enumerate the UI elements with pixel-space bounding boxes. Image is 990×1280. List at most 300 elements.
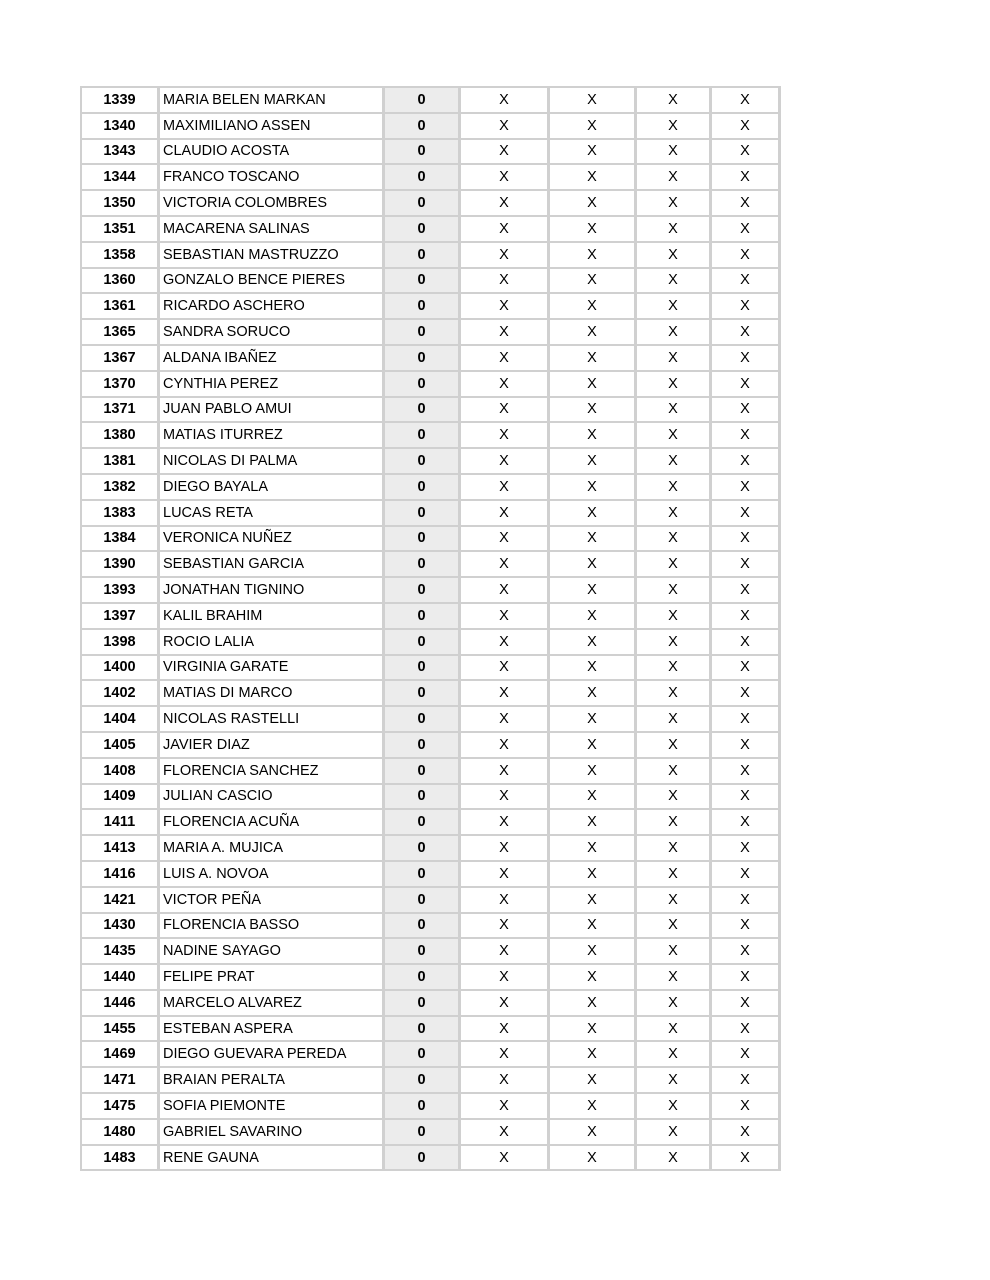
row-name-cell: NICOLAS DI PALMA	[160, 449, 385, 475]
table-row	[82, 423, 781, 449]
row-mark-cell-4: X	[712, 269, 781, 295]
row-mark-cell-1: X	[461, 346, 550, 372]
row-mark-cell-4: X	[712, 527, 781, 553]
row-mark-cell-4: X	[712, 656, 781, 682]
table-row	[82, 1068, 781, 1094]
row-mark-cell-4: X	[712, 810, 781, 836]
row-id-cell: 1360	[82, 269, 160, 295]
row-mark-cell-1: X	[461, 681, 550, 707]
row-score-cell: 0	[385, 939, 461, 965]
table-row	[82, 294, 781, 320]
row-score-cell: 0	[385, 475, 461, 501]
row-mark-cell-4: X	[712, 604, 781, 630]
row-name-cell: CLAUDIO ACOSTA	[160, 140, 385, 166]
row-name-cell: KALIL BRAHIM	[160, 604, 385, 630]
row-id-cell: 1383	[82, 501, 160, 527]
row-mark-cell-2: X	[550, 294, 637, 320]
table-row	[82, 191, 781, 217]
row-mark-cell-1: X	[461, 475, 550, 501]
row-mark-cell-1: X	[461, 423, 550, 449]
row-mark-cell-2: X	[550, 1017, 637, 1043]
row-score-cell: 0	[385, 1017, 461, 1043]
row-id-cell: 1398	[82, 630, 160, 656]
row-name-cell: MATIAS DI MARCO	[160, 681, 385, 707]
row-mark-cell-4: X	[712, 217, 781, 243]
row-mark-cell-1: X	[461, 140, 550, 166]
table-row	[82, 733, 781, 759]
row-mark-cell-1: X	[461, 294, 550, 320]
row-mark-cell-2: X	[550, 398, 637, 424]
row-mark-cell-1: X	[461, 449, 550, 475]
row-mark-cell-4: X	[712, 320, 781, 346]
table-row	[82, 372, 781, 398]
row-id-cell: 1411	[82, 810, 160, 836]
row-mark-cell-3: X	[637, 604, 712, 630]
row-mark-cell-2: X	[550, 423, 637, 449]
row-name-cell: JULIAN CASCIO	[160, 785, 385, 811]
row-mark-cell-2: X	[550, 733, 637, 759]
row-mark-cell-2: X	[550, 372, 637, 398]
row-mark-cell-1: X	[461, 165, 550, 191]
row-id-cell: 1390	[82, 552, 160, 578]
row-score-cell: 0	[385, 320, 461, 346]
row-mark-cell-2: X	[550, 862, 637, 888]
row-name-cell: ROCIO LALIA	[160, 630, 385, 656]
row-mark-cell-1: X	[461, 217, 550, 243]
row-mark-cell-3: X	[637, 501, 712, 527]
table-row	[82, 165, 781, 191]
row-mark-cell-4: X	[712, 114, 781, 140]
row-name-cell: MATIAS ITURREZ	[160, 423, 385, 449]
row-mark-cell-4: X	[712, 1017, 781, 1043]
row-mark-cell-1: X	[461, 1146, 550, 1172]
row-mark-cell-2: X	[550, 1146, 637, 1172]
row-score-cell: 0	[385, 1120, 461, 1146]
row-score-cell: 0	[385, 191, 461, 217]
row-name-cell: FLORENCIA ACUÑA	[160, 810, 385, 836]
row-mark-cell-2: X	[550, 320, 637, 346]
row-mark-cell-1: X	[461, 836, 550, 862]
row-id-cell: 1469	[82, 1042, 160, 1068]
row-mark-cell-2: X	[550, 578, 637, 604]
row-mark-cell-4: X	[712, 578, 781, 604]
row-mark-cell-4: X	[712, 243, 781, 269]
row-name-cell: SANDRA SORUCO	[160, 320, 385, 346]
row-score-cell: 0	[385, 759, 461, 785]
table-row	[82, 527, 781, 553]
row-mark-cell-2: X	[550, 449, 637, 475]
row-mark-cell-2: X	[550, 759, 637, 785]
row-mark-cell-3: X	[637, 114, 712, 140]
row-mark-cell-2: X	[550, 243, 637, 269]
row-mark-cell-3: X	[637, 140, 712, 166]
row-mark-cell-1: X	[461, 733, 550, 759]
table-row	[82, 552, 781, 578]
row-mark-cell-4: X	[712, 1042, 781, 1068]
table-row	[82, 578, 781, 604]
row-mark-cell-2: X	[550, 475, 637, 501]
row-mark-cell-4: X	[712, 398, 781, 424]
row-id-cell: 1343	[82, 140, 160, 166]
row-id-cell: 1446	[82, 991, 160, 1017]
row-mark-cell-1: X	[461, 939, 550, 965]
row-id-cell: 1400	[82, 656, 160, 682]
table-row	[82, 810, 781, 836]
row-mark-cell-3: X	[637, 630, 712, 656]
row-mark-cell-4: X	[712, 836, 781, 862]
table-row	[82, 1017, 781, 1043]
row-mark-cell-3: X	[637, 320, 712, 346]
table-row	[82, 346, 781, 372]
row-mark-cell-2: X	[550, 346, 637, 372]
row-id-cell: 1480	[82, 1120, 160, 1146]
row-mark-cell-3: X	[637, 1146, 712, 1172]
table-row	[82, 836, 781, 862]
row-name-cell: VIRGINIA GARATE	[160, 656, 385, 682]
row-mark-cell-3: X	[637, 914, 712, 940]
row-name-cell: SEBASTIAN MASTRUZZO	[160, 243, 385, 269]
row-mark-cell-4: X	[712, 475, 781, 501]
row-name-cell: MAXIMILIANO ASSEN	[160, 114, 385, 140]
row-score-cell: 0	[385, 140, 461, 166]
row-mark-cell-3: X	[637, 294, 712, 320]
row-id-cell: 1384	[82, 527, 160, 553]
row-mark-cell-3: X	[637, 656, 712, 682]
row-mark-cell-2: X	[550, 656, 637, 682]
row-mark-cell-3: X	[637, 552, 712, 578]
row-mark-cell-1: X	[461, 656, 550, 682]
row-id-cell: 1351	[82, 217, 160, 243]
table-row	[82, 140, 781, 166]
table-row	[82, 965, 781, 991]
row-mark-cell-3: X	[637, 707, 712, 733]
table-row	[82, 1146, 781, 1172]
table-row	[82, 1042, 781, 1068]
row-mark-cell-4: X	[712, 191, 781, 217]
row-name-cell: GABRIEL SAVARINO	[160, 1120, 385, 1146]
row-score-cell: 0	[385, 681, 461, 707]
row-name-cell: VICTOR PEÑA	[160, 888, 385, 914]
table-row	[82, 320, 781, 346]
row-mark-cell-3: X	[637, 1068, 712, 1094]
row-name-cell: CYNTHIA PEREZ	[160, 372, 385, 398]
row-mark-cell-1: X	[461, 862, 550, 888]
row-score-cell: 0	[385, 630, 461, 656]
table-row	[82, 656, 781, 682]
row-score-cell: 0	[385, 1068, 461, 1094]
row-mark-cell-4: X	[712, 1094, 781, 1120]
row-id-cell: 1416	[82, 862, 160, 888]
row-id-cell: 1382	[82, 475, 160, 501]
row-name-cell: BRAIAN PERALTA	[160, 1068, 385, 1094]
row-mark-cell-3: X	[637, 217, 712, 243]
row-score-cell: 0	[385, 294, 461, 320]
row-mark-cell-3: X	[637, 681, 712, 707]
row-mark-cell-3: X	[637, 578, 712, 604]
row-id-cell: 1381	[82, 449, 160, 475]
row-score-cell: 0	[385, 656, 461, 682]
table-row	[82, 243, 781, 269]
row-mark-cell-2: X	[550, 140, 637, 166]
row-mark-cell-3: X	[637, 785, 712, 811]
row-mark-cell-4: X	[712, 372, 781, 398]
row-mark-cell-1: X	[461, 578, 550, 604]
row-score-cell: 0	[385, 527, 461, 553]
row-mark-cell-1: X	[461, 527, 550, 553]
table-row	[82, 114, 781, 140]
row-name-cell: LUCAS RETA	[160, 501, 385, 527]
row-id-cell: 1483	[82, 1146, 160, 1172]
table-row	[82, 630, 781, 656]
row-score-cell: 0	[385, 862, 461, 888]
row-mark-cell-3: X	[637, 888, 712, 914]
row-mark-cell-3: X	[637, 939, 712, 965]
table-row	[82, 604, 781, 630]
row-mark-cell-4: X	[712, 1146, 781, 1172]
row-score-cell: 0	[385, 1042, 461, 1068]
row-id-cell: 1430	[82, 914, 160, 940]
row-id-cell: 1404	[82, 707, 160, 733]
row-mark-cell-1: X	[461, 191, 550, 217]
row-mark-cell-1: X	[461, 888, 550, 914]
table-row	[82, 759, 781, 785]
row-score-cell: 0	[385, 501, 461, 527]
row-score-cell: 0	[385, 707, 461, 733]
row-score-cell: 0	[385, 269, 461, 295]
row-id-cell: 1367	[82, 346, 160, 372]
row-score-cell: 0	[385, 423, 461, 449]
row-name-cell: ESTEBAN ASPERA	[160, 1017, 385, 1043]
table-row	[82, 939, 781, 965]
row-name-cell: LUIS A. NOVOA	[160, 862, 385, 888]
row-mark-cell-1: X	[461, 1068, 550, 1094]
row-name-cell: DIEGO BAYALA	[160, 475, 385, 501]
row-mark-cell-2: X	[550, 1094, 637, 1120]
row-mark-cell-4: X	[712, 707, 781, 733]
row-mark-cell-3: X	[637, 398, 712, 424]
row-id-cell: 1455	[82, 1017, 160, 1043]
row-mark-cell-3: X	[637, 733, 712, 759]
row-mark-cell-3: X	[637, 991, 712, 1017]
row-mark-cell-2: X	[550, 1068, 637, 1094]
row-mark-cell-2: X	[550, 1120, 637, 1146]
row-name-cell: ALDANA IBAÑEZ	[160, 346, 385, 372]
row-mark-cell-1: X	[461, 1120, 550, 1146]
results-table-body	[82, 88, 781, 1171]
table-row	[82, 914, 781, 940]
row-mark-cell-2: X	[550, 810, 637, 836]
row-mark-cell-2: X	[550, 604, 637, 630]
row-mark-cell-4: X	[712, 888, 781, 914]
row-mark-cell-4: X	[712, 1068, 781, 1094]
table-row	[82, 475, 781, 501]
row-mark-cell-4: X	[712, 862, 781, 888]
row-mark-cell-4: X	[712, 1120, 781, 1146]
row-score-cell: 0	[385, 888, 461, 914]
row-id-cell: 1370	[82, 372, 160, 398]
row-score-cell: 0	[385, 965, 461, 991]
row-mark-cell-2: X	[550, 114, 637, 140]
row-mark-cell-2: X	[550, 165, 637, 191]
row-name-cell: DIEGO GUEVARA PEREDA	[160, 1042, 385, 1068]
row-mark-cell-3: X	[637, 1120, 712, 1146]
row-mark-cell-1: X	[461, 552, 550, 578]
row-mark-cell-2: X	[550, 836, 637, 862]
row-mark-cell-2: X	[550, 914, 637, 940]
table-row	[82, 888, 781, 914]
row-mark-cell-4: X	[712, 165, 781, 191]
row-mark-cell-2: X	[550, 88, 637, 114]
row-mark-cell-2: X	[550, 965, 637, 991]
row-mark-cell-3: X	[637, 810, 712, 836]
table-row	[82, 707, 781, 733]
row-score-cell: 0	[385, 449, 461, 475]
row-mark-cell-2: X	[550, 501, 637, 527]
table-row	[82, 1094, 781, 1120]
row-mark-cell-1: X	[461, 114, 550, 140]
table-row	[82, 217, 781, 243]
row-mark-cell-1: X	[461, 785, 550, 811]
row-mark-cell-3: X	[637, 372, 712, 398]
row-mark-cell-4: X	[712, 914, 781, 940]
table-row	[82, 1120, 781, 1146]
row-score-cell: 0	[385, 243, 461, 269]
row-score-cell: 0	[385, 114, 461, 140]
row-score-cell: 0	[385, 991, 461, 1017]
row-mark-cell-3: X	[637, 1042, 712, 1068]
row-mark-cell-4: X	[712, 140, 781, 166]
row-name-cell: SEBASTIAN GARCIA	[160, 552, 385, 578]
row-id-cell: 1393	[82, 578, 160, 604]
row-mark-cell-3: X	[637, 862, 712, 888]
row-score-cell: 0	[385, 346, 461, 372]
row-id-cell: 1440	[82, 965, 160, 991]
row-mark-cell-2: X	[550, 991, 637, 1017]
row-mark-cell-4: X	[712, 991, 781, 1017]
row-name-cell: MARIA BELEN MARKAN	[160, 88, 385, 114]
row-name-cell: VERONICA NUÑEZ	[160, 527, 385, 553]
row-mark-cell-3: X	[637, 965, 712, 991]
row-name-cell: FLORENCIA SANCHEZ	[160, 759, 385, 785]
table-row	[82, 449, 781, 475]
row-mark-cell-4: X	[712, 965, 781, 991]
row-mark-cell-2: X	[550, 785, 637, 811]
row-name-cell: RENE GAUNA	[160, 1146, 385, 1172]
row-mark-cell-2: X	[550, 681, 637, 707]
row-mark-cell-4: X	[712, 423, 781, 449]
row-mark-cell-4: X	[712, 681, 781, 707]
row-score-cell: 0	[385, 217, 461, 243]
row-score-cell: 0	[385, 836, 461, 862]
row-mark-cell-1: X	[461, 1042, 550, 1068]
row-mark-cell-3: X	[637, 1017, 712, 1043]
row-score-cell: 0	[385, 88, 461, 114]
row-mark-cell-1: X	[461, 707, 550, 733]
row-score-cell: 0	[385, 1146, 461, 1172]
row-name-cell: FLORENCIA BASSO	[160, 914, 385, 940]
row-mark-cell-2: X	[550, 939, 637, 965]
row-mark-cell-1: X	[461, 965, 550, 991]
row-mark-cell-1: X	[461, 269, 550, 295]
row-mark-cell-4: X	[712, 759, 781, 785]
row-name-cell: VICTORIA COLOMBRES	[160, 191, 385, 217]
table-row	[82, 862, 781, 888]
table-row	[82, 398, 781, 424]
row-name-cell: RICARDO ASCHERO	[160, 294, 385, 320]
row-mark-cell-3: X	[637, 423, 712, 449]
table-row	[82, 501, 781, 527]
row-id-cell: 1408	[82, 759, 160, 785]
row-score-cell: 0	[385, 914, 461, 940]
row-id-cell: 1421	[82, 888, 160, 914]
row-name-cell: NADINE SAYAGO	[160, 939, 385, 965]
row-mark-cell-3: X	[637, 527, 712, 553]
row-mark-cell-1: X	[461, 243, 550, 269]
row-mark-cell-2: X	[550, 707, 637, 733]
row-id-cell: 1344	[82, 165, 160, 191]
row-id-cell: 1361	[82, 294, 160, 320]
row-mark-cell-1: X	[461, 604, 550, 630]
row-mark-cell-4: X	[712, 501, 781, 527]
row-name-cell: GONZALO BENCE PIERES	[160, 269, 385, 295]
row-mark-cell-3: X	[637, 836, 712, 862]
row-mark-cell-2: X	[550, 191, 637, 217]
row-mark-cell-2: X	[550, 1042, 637, 1068]
row-id-cell: 1350	[82, 191, 160, 217]
row-name-cell: NICOLAS RASTELLI	[160, 707, 385, 733]
row-id-cell: 1339	[82, 88, 160, 114]
row-mark-cell-1: X	[461, 88, 550, 114]
table-row	[82, 88, 781, 114]
row-score-cell: 0	[385, 578, 461, 604]
row-mark-cell-1: X	[461, 372, 550, 398]
row-id-cell: 1397	[82, 604, 160, 630]
row-id-cell: 1413	[82, 836, 160, 862]
row-id-cell: 1409	[82, 785, 160, 811]
row-mark-cell-1: X	[461, 320, 550, 346]
table-row	[82, 991, 781, 1017]
row-id-cell: 1405	[82, 733, 160, 759]
table-row	[82, 785, 781, 811]
row-id-cell: 1435	[82, 939, 160, 965]
row-mark-cell-3: X	[637, 165, 712, 191]
row-score-cell: 0	[385, 398, 461, 424]
row-mark-cell-3: X	[637, 243, 712, 269]
row-id-cell: 1402	[82, 681, 160, 707]
row-mark-cell-4: X	[712, 630, 781, 656]
row-name-cell: FELIPE PRAT	[160, 965, 385, 991]
row-mark-cell-2: X	[550, 217, 637, 243]
row-name-cell: JUAN PABLO AMUI	[160, 398, 385, 424]
row-mark-cell-1: X	[461, 991, 550, 1017]
row-score-cell: 0	[385, 165, 461, 191]
row-mark-cell-1: X	[461, 810, 550, 836]
row-mark-cell-1: X	[461, 1094, 550, 1120]
row-mark-cell-4: X	[712, 346, 781, 372]
row-id-cell: 1371	[82, 398, 160, 424]
row-mark-cell-2: X	[550, 888, 637, 914]
row-mark-cell-3: X	[637, 449, 712, 475]
row-mark-cell-2: X	[550, 630, 637, 656]
row-score-cell: 0	[385, 372, 461, 398]
row-mark-cell-1: X	[461, 759, 550, 785]
row-mark-cell-1: X	[461, 501, 550, 527]
row-mark-cell-1: X	[461, 1017, 550, 1043]
row-score-cell: 0	[385, 810, 461, 836]
row-id-cell: 1380	[82, 423, 160, 449]
row-mark-cell-4: X	[712, 785, 781, 811]
row-mark-cell-1: X	[461, 914, 550, 940]
